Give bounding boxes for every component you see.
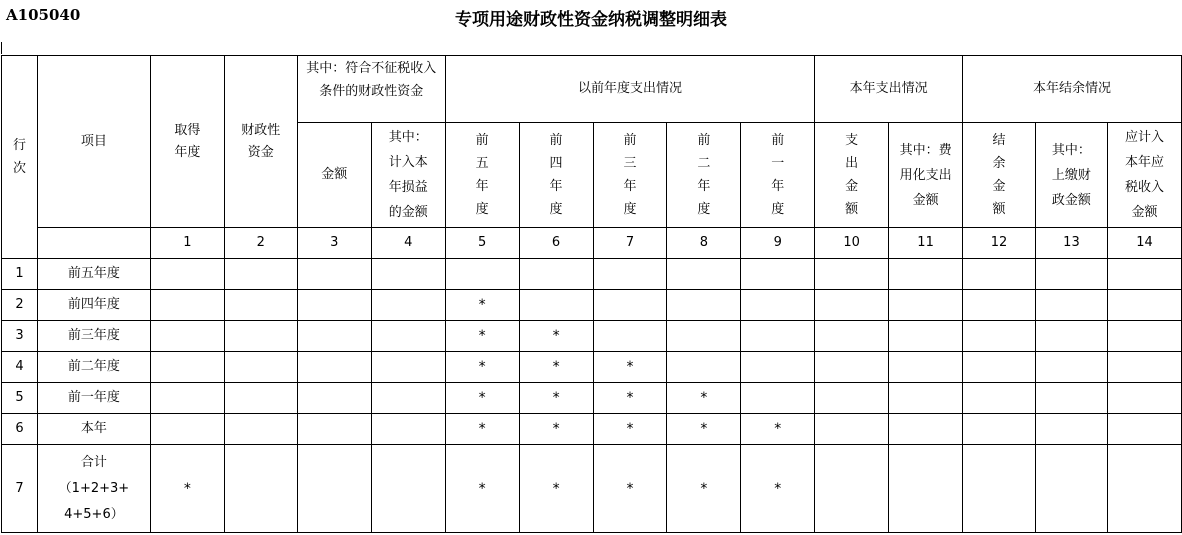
col-number: 8 <box>667 228 741 259</box>
col-number: 2 <box>224 228 297 259</box>
cell[interactable] <box>1107 445 1181 533</box>
cell[interactable] <box>667 290 741 321</box>
header-col2: 财政性资金 <box>224 56 297 228</box>
cell[interactable] <box>741 259 815 290</box>
row-number: 2 <box>2 290 38 321</box>
cell: * <box>667 414 741 445</box>
cell[interactable] <box>1035 383 1107 414</box>
cell[interactable] <box>371 445 445 533</box>
cell[interactable] <box>667 259 741 290</box>
header-group-prior-years: 以前年度支出情况 <box>445 56 814 123</box>
header-col1: 取得年度 <box>150 56 224 228</box>
cell[interactable] <box>224 290 297 321</box>
cell[interactable] <box>297 445 371 533</box>
cell[interactable] <box>889 321 963 352</box>
row-number: 7 <box>2 445 38 533</box>
col-number: 7 <box>593 228 667 259</box>
cell[interactable] <box>815 383 889 414</box>
cell[interactable] <box>963 445 1036 533</box>
row-item: 前四年度 <box>37 290 150 321</box>
cell: * <box>150 445 224 533</box>
cell[interactable] <box>150 290 224 321</box>
cell[interactable] <box>889 414 963 445</box>
row-number: 1 <box>2 259 38 290</box>
row-number: 5 <box>2 383 38 414</box>
cell: * <box>445 414 519 445</box>
cell[interactable] <box>150 259 224 290</box>
row-number: 3 <box>2 321 38 352</box>
cell[interactable] <box>667 321 741 352</box>
cell[interactable] <box>741 321 815 352</box>
col-number: 10 <box>815 228 889 259</box>
cell[interactable] <box>963 290 1036 321</box>
table-row <box>2 290 1182 321</box>
cell[interactable] <box>150 383 224 414</box>
col-number: 14 <box>1107 228 1181 259</box>
cell[interactable] <box>963 414 1036 445</box>
cell[interactable] <box>741 352 815 383</box>
header-group-current-year: 本年支出情况 <box>815 56 963 123</box>
cell[interactable] <box>150 321 224 352</box>
col-number: 6 <box>519 228 593 259</box>
cell[interactable] <box>371 383 445 414</box>
cell[interactable] <box>815 290 889 321</box>
cell[interactable] <box>963 259 1036 290</box>
cell[interactable] <box>371 290 445 321</box>
cell[interactable] <box>1035 290 1107 321</box>
cell[interactable] <box>963 352 1036 383</box>
cell[interactable] <box>224 383 297 414</box>
cell[interactable] <box>741 290 815 321</box>
cell[interactable] <box>667 352 741 383</box>
table-row <box>2 321 1182 352</box>
row-item: 本年 <box>37 414 150 445</box>
col-number: 4 <box>371 228 445 259</box>
total-formula-2: 4+5+6） <box>64 506 124 522</box>
row-item: 前三年度 <box>37 321 150 352</box>
cell[interactable] <box>593 290 667 321</box>
cell[interactable] <box>224 321 297 352</box>
cell: * <box>667 445 741 533</box>
col-number: 5 <box>445 228 519 259</box>
cell: * <box>445 290 519 321</box>
cell: * <box>519 445 593 533</box>
cell[interactable] <box>1107 290 1181 321</box>
header-row-no: 行次 <box>2 56 38 259</box>
cell[interactable] <box>815 352 889 383</box>
corner-mark <box>1 42 2 54</box>
table-row <box>2 259 1182 290</box>
cell[interactable] <box>889 383 963 414</box>
cell[interactable] <box>741 383 815 414</box>
table-row <box>2 352 1182 383</box>
header-col8: 前二年度 <box>667 123 741 228</box>
cell[interactable] <box>519 290 593 321</box>
cell[interactable] <box>297 414 371 445</box>
header-col4: 其中：计入本年损益的金额 <box>371 123 445 228</box>
cell[interactable] <box>224 259 297 290</box>
header-col12: 结余金额 <box>963 123 1036 228</box>
cell: * <box>445 321 519 352</box>
cell: * <box>445 445 519 533</box>
cell: * <box>593 414 667 445</box>
cell: * <box>445 383 519 414</box>
row-item-total <box>37 445 150 533</box>
cell: * <box>519 414 593 445</box>
cell: * <box>593 352 667 383</box>
cell[interactable] <box>297 352 371 383</box>
cell: * <box>593 383 667 414</box>
header-col13: 其中：上缴财政金额 <box>1035 123 1107 228</box>
cell: * <box>445 352 519 383</box>
table-row <box>2 383 1182 414</box>
cell[interactable] <box>815 445 889 533</box>
cell[interactable] <box>150 414 224 445</box>
cell: * <box>741 445 815 533</box>
row-item: 前五年度 <box>37 259 150 290</box>
cell[interactable] <box>815 259 889 290</box>
cell: * <box>667 383 741 414</box>
cell: * <box>593 445 667 533</box>
cell[interactable] <box>371 321 445 352</box>
cell[interactable] <box>1035 414 1107 445</box>
row-item: 前二年度 <box>37 352 150 383</box>
col-number: 13 <box>1035 228 1107 259</box>
total-label: 合计 <box>80 454 107 470</box>
header-col14: 应计入本年应税收入金额 <box>1107 123 1181 228</box>
cell[interactable] <box>224 414 297 445</box>
cell: * <box>519 352 593 383</box>
cell[interactable] <box>371 414 445 445</box>
cell[interactable] <box>371 352 445 383</box>
cell[interactable] <box>1107 259 1181 290</box>
row-number: 6 <box>2 414 38 445</box>
form-code: A105040 <box>6 6 81 24</box>
header-col10: 支出金额 <box>815 123 889 228</box>
cell[interactable] <box>1035 352 1107 383</box>
cell[interactable] <box>297 383 371 414</box>
table-row <box>2 414 1182 445</box>
col-number: 9 <box>741 228 815 259</box>
header-group-balance: 本年结余情况 <box>963 56 1182 123</box>
adjustment-table <box>1 55 1182 533</box>
cell[interactable] <box>1035 259 1107 290</box>
cell[interactable] <box>1107 321 1181 352</box>
cell: * <box>519 321 593 352</box>
cell[interactable] <box>371 259 445 290</box>
cell[interactable] <box>963 383 1036 414</box>
header-item: 项目 <box>37 56 150 228</box>
cell[interactable] <box>297 259 371 290</box>
cell[interactable] <box>224 352 297 383</box>
row-item: 前一年度 <box>37 383 150 414</box>
form-title: 专项用途财政性资金纳税调整明细表 <box>455 10 727 30</box>
cell[interactable] <box>519 259 593 290</box>
col-number: 12 <box>963 228 1036 259</box>
col-number: 11 <box>889 228 963 259</box>
col-number-blank <box>37 228 150 259</box>
cell[interactable] <box>963 321 1036 352</box>
col-number: 1 <box>150 228 224 259</box>
cell[interactable] <box>1035 445 1107 533</box>
cell[interactable] <box>224 445 297 533</box>
cell[interactable] <box>593 321 667 352</box>
header-col9: 前一年度 <box>741 123 815 228</box>
cell[interactable] <box>445 259 519 290</box>
cell[interactable] <box>889 290 963 321</box>
col-number: 3 <box>297 228 371 259</box>
table-row-total <box>2 445 1182 533</box>
header-col11: 其中：费用化支出金额 <box>889 123 963 228</box>
cell[interactable] <box>1107 383 1181 414</box>
header-group-nontax: 其中：符合不征税收入条件的财政性资金 <box>297 56 445 123</box>
header-col6: 前四年度 <box>519 123 593 228</box>
cell[interactable] <box>593 259 667 290</box>
cell[interactable] <box>297 321 371 352</box>
cell[interactable] <box>1107 414 1181 445</box>
cell: * <box>741 414 815 445</box>
header-col5: 前五年度 <box>445 123 519 228</box>
header-col7: 前三年度 <box>593 123 667 228</box>
header-col3: 金额 <box>297 123 371 228</box>
cell[interactable] <box>815 414 889 445</box>
cell[interactable] <box>889 445 963 533</box>
cell[interactable] <box>889 352 963 383</box>
cell[interactable] <box>1107 352 1181 383</box>
cell[interactable] <box>889 259 963 290</box>
cell[interactable] <box>297 290 371 321</box>
cell[interactable] <box>150 352 224 383</box>
cell[interactable] <box>815 321 889 352</box>
total-formula-1: （1+2+3+ <box>58 480 130 496</box>
row-number: 4 <box>2 352 38 383</box>
cell[interactable] <box>1035 321 1107 352</box>
cell: * <box>519 383 593 414</box>
